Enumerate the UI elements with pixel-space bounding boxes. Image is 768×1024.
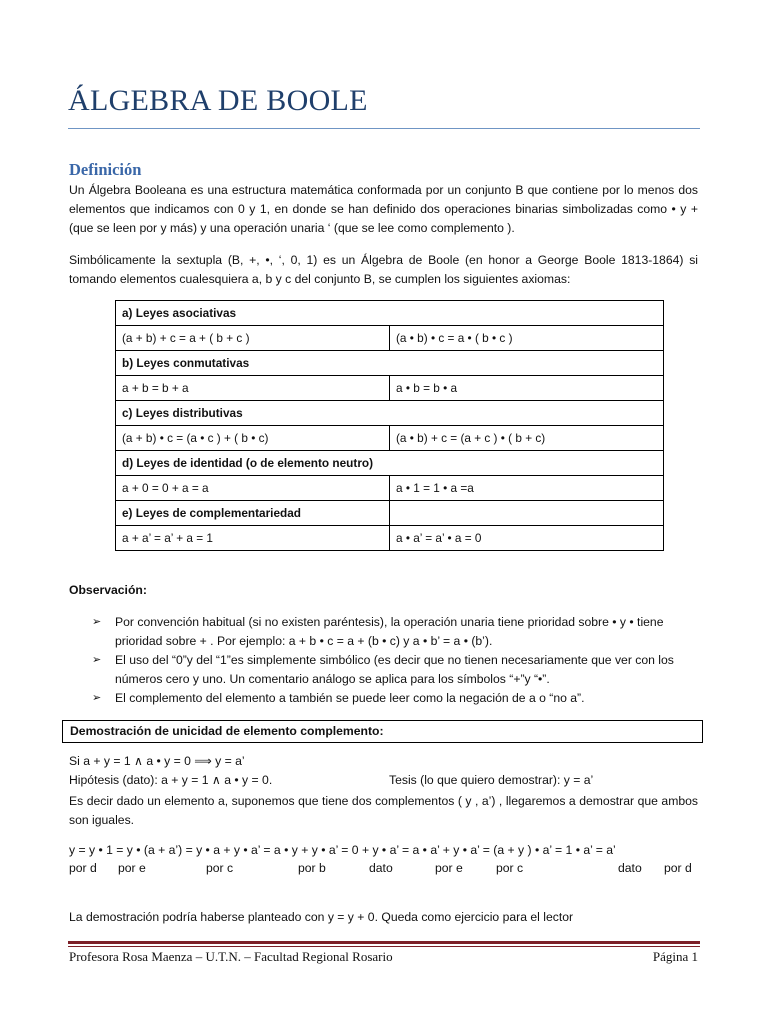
justification-label: por d [664, 861, 692, 875]
list-item: ➢ El uso del “0”y del “1”es simplemente simbólico (es decir que no tienen necesariamente que ver con los números cero y uno. Un comentario análogo se aplica para los símbolos “+”y “•”. [92, 653, 674, 686]
symbolic-paragraph: Simbólicamente la sextupla (B, +, •, ‘, 0, 1) es un Álgebra de Boole (en honor a George Boole 1813-1864) si tomando elementos cualesquiera a, b y c del conjunto B, se cumplen los siguientes axiomas: [69, 253, 698, 286]
title-divider [68, 128, 700, 129]
axiom-header-asociativas: a) Leyes asociativas [116, 301, 664, 326]
axiom-right: a • a’ = a’ • a = 0 [390, 526, 664, 551]
demo-explanation: Es decir dado un elemento a, suponemos que tiene dos complementos ( y , a’) , llegaremos a demostrar que ambos son iguales. [69, 794, 698, 827]
axioms-table [115, 300, 664, 551]
justification-label: por e [435, 861, 463, 875]
observation-list [92, 613, 698, 708]
demo-title-box: Demostración de unicidad de elemento complemento: [62, 720, 703, 743]
axiom-header-row [116, 351, 664, 376]
arrow-bullet-icon: ➢ [92, 692, 102, 704]
axiom-left: a + b = b + a [116, 376, 390, 401]
justification-label: dato [618, 861, 642, 875]
justification-label: por e [118, 861, 146, 875]
definition-paragraph: Un Álgebra Booleana es una estructura matemática conformada por un conjunto B que contiene por lo menos dos elementos que indicamos con 0 y 1, en donde se han definido dos operaciones binarias simbolizadas como • y + (que se leen por y más) y una operación unaria ‘ (que se lee como complemento ). [69, 183, 698, 235]
axiom-row [116, 476, 664, 501]
demo-equation: y = y • 1 = y • (a + a’) = y • a + y • a’ = a • y + y • a’ = 0 + y • a’ = a • a’ + y • a’ = (a + y ) • a’ = 1 • a’ = a’ [69, 843, 616, 857]
axiom-row [116, 526, 664, 551]
section-heading-definicion: Definición [69, 160, 142, 179]
axiom-row [116, 376, 664, 401]
axiom-header-row [116, 401, 664, 426]
axiom-left: a + 0 = 0 + a = a [116, 476, 390, 501]
footer-divider-thick [68, 941, 700, 944]
axiom-header-row [116, 301, 664, 326]
axiom-left: a + a’ = a’ + a = 1 [116, 526, 390, 551]
axiom-header-row [116, 451, 664, 476]
justification-label: dato [369, 861, 393, 875]
page-number: Página 1 [652, 949, 698, 964]
justification-label: por b [298, 861, 326, 875]
axiom-right: (a • b) • c = a • ( b • c ) [390, 326, 664, 351]
axiom-right: a • 1 = 1 • a =a [390, 476, 664, 501]
axiom-header-distributivas: c) Leyes distributivas [116, 401, 664, 426]
axiom-right: a • b = b • a [390, 376, 664, 401]
arrow-bullet-icon: ➢ [92, 654, 102, 666]
axiom-left: (a + b) • c = (a • c ) + ( b • c) [116, 426, 390, 451]
list-item: ➢ Por convención habitual (si no existen paréntesis), la operación unaria tiene prioridad sobre • y • tiene prioridad sobre + . Por ejemplo: a + b • c = a + (b • c) y a • b’ = a • (b’). [92, 615, 664, 648]
demo-thesis: Tesis (lo que quiero demostrar): y = a’ [389, 773, 594, 787]
footer-divider-thin [68, 946, 700, 947]
demo-statement: Si a + y = 1 ∧ a • y = 0 ⟹ y = a’ [69, 754, 245, 768]
axiom-header-row [116, 501, 664, 526]
justification-label: por d [69, 861, 97, 875]
axiom-empty-cell [390, 501, 664, 526]
footer-author: Profesora Rosa Maenza – U.T.N. – Facultad Regional Rosario [69, 949, 393, 964]
axiom-row [116, 426, 664, 451]
arrow-bullet-icon: ➢ [92, 616, 102, 628]
axiom-header-identidad: d) Leyes de identidad (o de elemento neutro) [116, 451, 664, 476]
justification-label: por c [496, 861, 524, 875]
axiom-header-conmutativas: b) Leyes conmutativas [116, 351, 664, 376]
closing-remark: La demostración podría haberse planteado con y = y + 0. Queda como ejercicio para el lector [69, 910, 574, 924]
justification-label: por c [206, 861, 234, 875]
axiom-row [116, 326, 664, 351]
observation-title: Observación: [69, 583, 147, 597]
list-item: ➢ El complemento del elemento a también se puede leer como la negación de a o “no a”. [92, 689, 698, 708]
axiom-left: (a + b) + c = a + ( b + c ) [116, 326, 390, 351]
demo-hypothesis: Hipótesis (dato): a + y = 1 ∧ a • y = 0. [69, 773, 273, 787]
axiom-right: (a • b) + c = (a + c ) • ( b + c) [390, 426, 664, 451]
axiom-header-complementariedad: e) Leyes de complementariedad [116, 501, 390, 526]
page-title: ÁLGEBRA DE BOOLE [68, 84, 368, 117]
